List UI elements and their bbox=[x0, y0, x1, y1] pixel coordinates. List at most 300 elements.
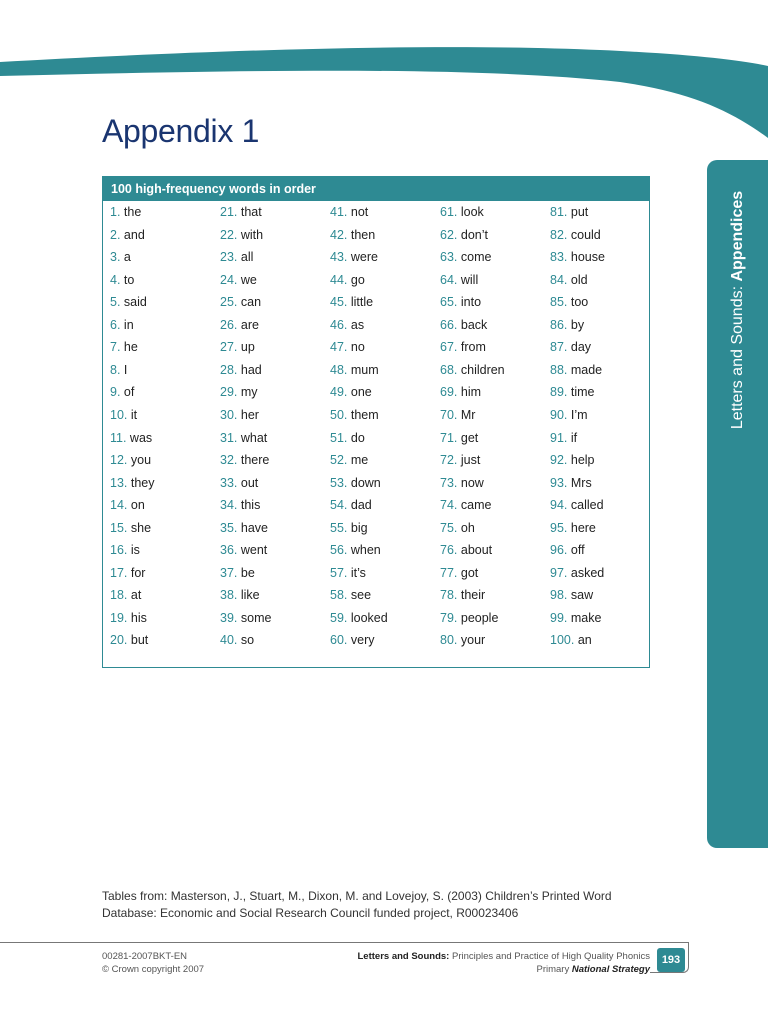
word-text: too bbox=[567, 295, 589, 310]
word-rank: 10. bbox=[110, 407, 128, 422]
word-text: here bbox=[567, 520, 596, 535]
word-entry bbox=[110, 474, 155, 492]
word-text: will bbox=[457, 272, 479, 287]
word-entry bbox=[110, 586, 141, 604]
word-rank: 83. bbox=[550, 250, 568, 265]
word-text: this bbox=[237, 498, 261, 513]
word-entry bbox=[330, 293, 373, 311]
word-rank: 20. bbox=[110, 633, 128, 648]
word-entry bbox=[330, 203, 368, 221]
word-rank: 33. bbox=[220, 475, 238, 490]
word-text: by bbox=[567, 317, 585, 332]
word-rank: 77. bbox=[440, 565, 458, 580]
word-entry bbox=[110, 519, 151, 537]
word-entry bbox=[440, 631, 485, 649]
word-rank: 76. bbox=[440, 543, 458, 558]
word-rank: 62. bbox=[440, 227, 458, 242]
word-text: the bbox=[120, 205, 142, 219]
word-entry bbox=[220, 564, 255, 582]
word-rank: 38. bbox=[220, 588, 238, 603]
word-entry bbox=[110, 429, 152, 447]
word-rank: 81. bbox=[550, 205, 568, 219]
word-rank: 72. bbox=[440, 453, 458, 468]
word-rank: 85. bbox=[550, 295, 568, 310]
word-rank: 70. bbox=[440, 407, 458, 422]
word-entry bbox=[330, 564, 366, 582]
word-entry bbox=[220, 474, 258, 492]
word-rank: 91. bbox=[550, 430, 568, 445]
word-entry bbox=[440, 271, 478, 289]
word-entry bbox=[220, 293, 261, 311]
word-text: help bbox=[567, 453, 595, 468]
word-text: not bbox=[347, 205, 369, 219]
word-entry bbox=[550, 541, 585, 559]
word-text: little bbox=[347, 295, 374, 310]
word-entry bbox=[110, 293, 147, 311]
word-text: in bbox=[120, 317, 134, 332]
word-entry bbox=[330, 519, 368, 537]
word-text: we bbox=[237, 272, 257, 287]
word-entry bbox=[440, 429, 478, 447]
word-rank: 9. bbox=[110, 385, 121, 400]
word-rank: 35. bbox=[220, 520, 238, 535]
word-rank: 86. bbox=[550, 317, 568, 332]
word-entry bbox=[550, 429, 577, 447]
word-entry bbox=[110, 338, 138, 356]
word-rank: 80. bbox=[440, 633, 458, 648]
word-entry bbox=[550, 293, 588, 311]
word-entry bbox=[440, 316, 487, 334]
word-text: saw bbox=[567, 588, 594, 603]
word-entry bbox=[220, 383, 258, 401]
word-entry bbox=[440, 293, 481, 311]
word-entry bbox=[220, 519, 268, 537]
word-entry bbox=[440, 248, 491, 266]
word-entry bbox=[110, 564, 145, 582]
word-rank: 98. bbox=[550, 588, 568, 603]
word-text: had bbox=[237, 362, 262, 377]
word-rank: 34. bbox=[220, 498, 238, 513]
word-rank: 82. bbox=[550, 227, 568, 242]
word-rank: 84. bbox=[550, 272, 568, 287]
word-rank: 67. bbox=[440, 340, 458, 355]
word-rank: 68. bbox=[440, 362, 458, 377]
word-rank: 29. bbox=[220, 385, 238, 400]
word-rank: 54. bbox=[330, 498, 348, 513]
word-rank: 25. bbox=[220, 295, 238, 310]
word-text: one bbox=[347, 385, 372, 400]
word-text: me bbox=[347, 453, 369, 468]
word-rank: 48. bbox=[330, 362, 348, 377]
word-entry bbox=[440, 203, 484, 221]
word-text: an bbox=[574, 633, 592, 648]
word-entry bbox=[330, 496, 372, 514]
word-text: he bbox=[120, 340, 138, 355]
word-rank: 28. bbox=[220, 362, 238, 377]
word-text: asked bbox=[567, 565, 605, 580]
word-text: up bbox=[237, 340, 255, 355]
word-rank: 3. bbox=[110, 250, 121, 265]
word-text: time bbox=[567, 385, 595, 400]
word-text: came bbox=[457, 498, 492, 513]
word-text: so bbox=[237, 633, 255, 648]
word-entry bbox=[220, 541, 267, 559]
word-entry bbox=[330, 316, 364, 334]
word-text: was bbox=[126, 430, 153, 445]
word-entry bbox=[330, 586, 371, 604]
word-entry bbox=[220, 586, 260, 604]
word-rank: 75. bbox=[440, 520, 458, 535]
word-rank: 65. bbox=[440, 295, 458, 310]
page-number: 193 bbox=[657, 948, 685, 972]
word-entry bbox=[110, 226, 145, 244]
word-entry bbox=[440, 586, 485, 604]
word-rank: 7. bbox=[110, 340, 121, 355]
word-entry bbox=[220, 451, 269, 469]
word-rank: 74. bbox=[440, 498, 458, 513]
word-text: get bbox=[457, 430, 479, 445]
footer-divider bbox=[0, 942, 688, 943]
word-entry bbox=[550, 203, 588, 221]
word-text: as bbox=[347, 317, 365, 332]
word-entry bbox=[220, 496, 260, 514]
word-entry bbox=[440, 361, 505, 379]
word-text: down bbox=[347, 475, 381, 490]
word-rank: 42. bbox=[330, 227, 348, 242]
word-entry bbox=[330, 541, 381, 559]
word-rank: 18. bbox=[110, 588, 128, 603]
word-entry bbox=[330, 383, 372, 401]
word-entry bbox=[330, 631, 374, 649]
word-entry bbox=[440, 609, 498, 627]
word-text: some bbox=[237, 610, 272, 625]
word-rank: 87. bbox=[550, 340, 568, 355]
word-text: make bbox=[567, 610, 602, 625]
copyright: © Crown copyright 2007 bbox=[102, 964, 205, 975]
word-rank: 44. bbox=[330, 272, 348, 287]
word-entry bbox=[220, 406, 259, 424]
word-entry bbox=[220, 609, 271, 627]
word-text: no bbox=[347, 340, 365, 355]
word-text: out bbox=[237, 475, 259, 490]
word-text: about bbox=[457, 543, 493, 558]
word-rank: 73. bbox=[440, 475, 458, 490]
word-text: have bbox=[237, 520, 268, 535]
word-text: dad bbox=[347, 498, 372, 513]
word-rank: 5. bbox=[110, 295, 121, 310]
word-rank: 37. bbox=[220, 565, 238, 580]
word-entry bbox=[440, 338, 486, 356]
word-rank: 43. bbox=[330, 250, 348, 265]
word-rank: 96. bbox=[550, 543, 568, 558]
word-rank: 19. bbox=[110, 610, 128, 625]
word-rank: 15. bbox=[110, 520, 128, 535]
word-entry bbox=[440, 474, 484, 492]
word-rank: 26. bbox=[220, 317, 238, 332]
word-text: into bbox=[457, 295, 482, 310]
word-text: they bbox=[127, 475, 155, 490]
word-rank: 53. bbox=[330, 475, 348, 490]
word-text: it bbox=[127, 407, 138, 422]
word-text: are bbox=[237, 317, 259, 332]
word-text: I’m bbox=[567, 407, 588, 422]
word-entry bbox=[110, 316, 134, 334]
word-entry bbox=[550, 338, 591, 356]
word-text: go bbox=[347, 272, 365, 287]
word-rank: 57. bbox=[330, 565, 348, 580]
word-rank: 21. bbox=[220, 205, 238, 219]
word-text: I bbox=[120, 362, 128, 377]
word-text: put bbox=[567, 205, 589, 219]
word-entry bbox=[330, 451, 368, 469]
word-rank: 88. bbox=[550, 362, 568, 377]
word-entry bbox=[110, 383, 134, 401]
word-text: at bbox=[127, 588, 142, 603]
footer-right bbox=[358, 950, 651, 976]
word-text: but bbox=[127, 633, 149, 648]
word-text: then bbox=[347, 227, 376, 242]
word-rank: 46. bbox=[330, 317, 348, 332]
word-text: a bbox=[120, 250, 131, 265]
word-text: it’s bbox=[347, 565, 366, 580]
word-rank: 4. bbox=[110, 272, 121, 287]
word-text: of bbox=[120, 385, 135, 400]
word-rank: 14. bbox=[110, 498, 128, 513]
word-text: him bbox=[457, 385, 482, 400]
word-entry bbox=[550, 383, 594, 401]
word-text: all bbox=[237, 250, 254, 265]
word-rank: 24. bbox=[220, 272, 238, 287]
word-rank: 30. bbox=[220, 407, 238, 422]
word-entry bbox=[110, 631, 148, 649]
word-text: now bbox=[457, 475, 484, 490]
word-rank: 41. bbox=[330, 205, 348, 219]
word-text: made bbox=[567, 362, 603, 377]
word-rank: 58. bbox=[330, 588, 348, 603]
word-rank: 79. bbox=[440, 610, 458, 625]
word-entry bbox=[220, 271, 257, 289]
strategy-name: Primary National Strategy bbox=[536, 964, 650, 975]
word-rank: 90. bbox=[550, 407, 568, 422]
word-text: big bbox=[347, 520, 368, 535]
table-header: 100 high-frequency words in order bbox=[103, 177, 649, 201]
word-entry bbox=[550, 271, 588, 289]
word-text: looked bbox=[347, 610, 388, 625]
word-text: oh bbox=[457, 520, 475, 535]
word-entry bbox=[220, 631, 254, 649]
word-entry bbox=[550, 474, 592, 492]
word-entry bbox=[220, 338, 255, 356]
word-entry bbox=[550, 316, 584, 334]
word-text: Mrs bbox=[567, 475, 592, 490]
footer-left bbox=[102, 950, 204, 976]
word-entry bbox=[440, 496, 491, 514]
word-rank: 66. bbox=[440, 317, 458, 332]
word-text: day bbox=[567, 340, 592, 355]
word-rank: 63. bbox=[440, 250, 458, 265]
word-text: his bbox=[127, 610, 147, 625]
word-rank: 36. bbox=[220, 543, 238, 558]
word-rank: 40. bbox=[220, 633, 238, 648]
word-rank: 31. bbox=[220, 430, 238, 445]
source-note: Tables from: Masterson, J., Stuart, M., Dixon, M. and Lovejoy, S. (2003) Children’s Printed Word Database: Economic and Social Research Council funded project, R00023406 bbox=[102, 889, 612, 920]
word-rank: 22. bbox=[220, 227, 238, 242]
word-entry bbox=[440, 406, 475, 424]
word-entry bbox=[440, 451, 480, 469]
word-text: when bbox=[347, 543, 381, 558]
word-text: were bbox=[347, 250, 378, 265]
word-text: from bbox=[457, 340, 486, 355]
word-text: could bbox=[567, 227, 601, 242]
word-text: be bbox=[237, 565, 255, 580]
word-rank: 69. bbox=[440, 385, 458, 400]
word-rank: 6. bbox=[110, 317, 121, 332]
word-rank: 23. bbox=[220, 250, 238, 265]
word-rank: 94. bbox=[550, 498, 568, 513]
document-code: 00281-2007BKT-EN bbox=[102, 951, 188, 962]
word-rank: 97. bbox=[550, 565, 568, 580]
word-rank: 89. bbox=[550, 385, 568, 400]
word-entry bbox=[440, 541, 492, 559]
word-text: she bbox=[127, 520, 152, 535]
word-entry bbox=[110, 361, 127, 379]
word-rank: 17. bbox=[110, 565, 128, 580]
word-rank: 55. bbox=[330, 520, 348, 535]
word-entry bbox=[110, 248, 131, 266]
word-entry bbox=[220, 429, 267, 447]
word-rank: 1. bbox=[110, 205, 121, 219]
word-text: don’t bbox=[457, 227, 488, 242]
word-entry bbox=[440, 564, 478, 582]
word-text: their bbox=[457, 588, 486, 603]
word-entry bbox=[550, 609, 601, 627]
word-rank: 8. bbox=[110, 362, 121, 377]
word-entry bbox=[110, 406, 137, 424]
word-rank: 47. bbox=[330, 340, 348, 355]
word-text: old bbox=[567, 272, 588, 287]
word-rank: 50. bbox=[330, 407, 348, 422]
word-rank: 92. bbox=[550, 453, 568, 468]
word-entry bbox=[110, 541, 140, 559]
word-text: went bbox=[237, 543, 268, 558]
word-text: look bbox=[457, 205, 484, 219]
word-entry bbox=[330, 429, 365, 447]
word-text: my bbox=[237, 385, 258, 400]
word-entry bbox=[330, 609, 388, 627]
word-text: there bbox=[237, 453, 270, 468]
word-rank: 13. bbox=[110, 475, 128, 490]
word-text: come bbox=[457, 250, 492, 265]
word-entry bbox=[550, 451, 595, 469]
word-text: and bbox=[120, 227, 145, 242]
word-entry bbox=[110, 271, 134, 289]
word-entry bbox=[110, 203, 141, 221]
word-rank: 12. bbox=[110, 453, 128, 468]
word-entry bbox=[550, 496, 604, 514]
word-text: back bbox=[457, 317, 488, 332]
word-rank: 32. bbox=[220, 453, 238, 468]
word-entry bbox=[110, 496, 145, 514]
word-text: what bbox=[237, 430, 268, 445]
word-text: can bbox=[237, 295, 262, 310]
word-text: see bbox=[347, 588, 372, 603]
word-rank: 27. bbox=[220, 340, 238, 355]
word-text: is bbox=[127, 543, 140, 558]
word-entry bbox=[330, 406, 379, 424]
word-text: do bbox=[347, 430, 365, 445]
word-entry bbox=[330, 338, 365, 356]
word-entry bbox=[440, 226, 488, 244]
word-rank: 56. bbox=[330, 543, 348, 558]
word-text: mum bbox=[347, 362, 379, 377]
word-rank: 64. bbox=[440, 272, 458, 287]
word-text: called bbox=[567, 498, 604, 513]
word-entry bbox=[110, 451, 151, 469]
word-text: Mr bbox=[457, 407, 476, 422]
word-rank: 100. bbox=[550, 633, 575, 648]
word-entry bbox=[220, 203, 262, 221]
word-rank: 52. bbox=[330, 453, 348, 468]
word-text: her bbox=[237, 407, 259, 422]
word-rank: 49. bbox=[330, 385, 348, 400]
word-text: them bbox=[347, 407, 379, 422]
word-rank: 78. bbox=[440, 588, 458, 603]
word-text: said bbox=[120, 295, 147, 310]
word-entry bbox=[550, 406, 588, 424]
word-text: to bbox=[120, 272, 135, 287]
word-text: that bbox=[237, 205, 262, 219]
word-text: got bbox=[457, 565, 479, 580]
word-text: on bbox=[127, 498, 145, 513]
word-text: off bbox=[567, 543, 585, 558]
word-rank: 39. bbox=[220, 610, 238, 625]
word-text: house bbox=[567, 250, 605, 265]
word-entry bbox=[330, 248, 378, 266]
word-text: you bbox=[127, 453, 152, 468]
word-text: with bbox=[237, 227, 264, 242]
word-entry bbox=[330, 226, 375, 244]
word-text: people bbox=[457, 610, 499, 625]
word-rank: 11. bbox=[110, 430, 127, 445]
series-title: Letters and Sounds: Principles and Practice of High Quality Phonics bbox=[357, 951, 650, 962]
word-entry bbox=[110, 609, 147, 627]
word-text: children bbox=[457, 362, 505, 377]
word-entry bbox=[330, 271, 365, 289]
word-text: very bbox=[347, 633, 375, 648]
word-entry bbox=[330, 474, 381, 492]
word-entry bbox=[550, 586, 593, 604]
high-frequency-words-table bbox=[102, 176, 650, 668]
word-rank: 61. bbox=[440, 205, 458, 219]
word-entry bbox=[550, 564, 604, 582]
word-entry bbox=[330, 361, 379, 379]
word-text: if bbox=[567, 430, 578, 445]
word-entry bbox=[550, 248, 605, 266]
word-rank: 60. bbox=[330, 633, 348, 648]
word-rank: 51. bbox=[330, 430, 348, 445]
word-entry bbox=[220, 226, 263, 244]
word-entry bbox=[550, 361, 602, 379]
word-text: just bbox=[457, 453, 481, 468]
side-tab-label: Letters and Sounds: Appendices bbox=[729, 190, 746, 430]
word-text: your bbox=[457, 633, 486, 648]
word-text: for bbox=[127, 565, 146, 580]
word-entry bbox=[550, 631, 592, 649]
word-entry bbox=[220, 248, 253, 266]
word-rank: 59. bbox=[330, 610, 348, 625]
word-rank: 45. bbox=[330, 295, 348, 310]
word-entry bbox=[220, 316, 259, 334]
